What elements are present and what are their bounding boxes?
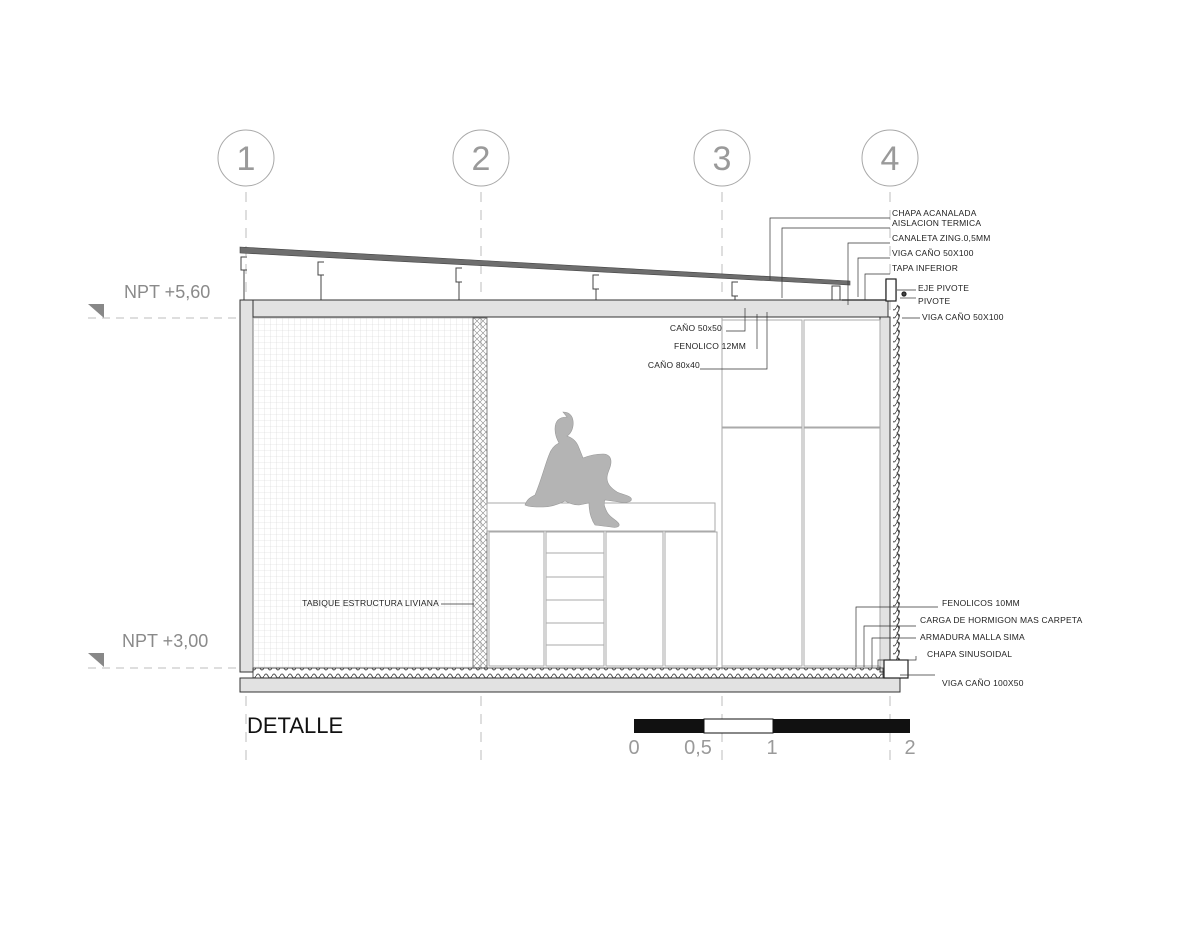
level-marker-upper [88,282,238,318]
right-wall [880,317,890,672]
drawing-title: DETALLE [247,713,344,738]
label-tabique: TABIQUE ESTRUCTURA LIVIANA [302,598,439,608]
scale-label-0: 0 [628,737,640,759]
label-canaleta: CANALETA ZING.0,5MM [892,233,991,243]
axis-label-2: 2 [471,140,491,178]
scale-bar [628,719,915,759]
label-fenolicos-10: FENOLICOS 10MM [942,598,1020,608]
roof-sheet [240,247,850,285]
label-cano-80: CAÑO 80x40 [647,360,700,370]
roof-slab [253,300,888,317]
label-tapa-inferior: TAPA INFERIOR [892,263,959,273]
label-aislacion-termica: AISLACION TERMICA [892,218,982,228]
corrugated-floor-sheet [253,668,883,678]
grid-panel [253,318,473,668]
label-cano-50: CAÑO 50x50 [669,323,722,333]
label-eje-pivote: EJE PIVOTE [918,283,970,293]
gutter-detail [842,279,906,301]
light-partition [473,318,487,668]
label-carga: CARGA DE HORMIGON MAS CARPETA [920,615,1083,625]
label-viga-bottom: VIGA CAÑO 100X50 [942,678,1024,688]
level-lower-label: NPT +3,00 [122,631,209,651]
scale-label-1: 1 [766,737,778,759]
left-wall [240,300,253,672]
axis-label-4: 4 [880,140,900,178]
level-marker-lower [88,631,238,668]
floor-slab [240,678,900,692]
label-chapa-sinusoidal: CHAPA SINUSOIDAL [927,649,1013,659]
level-upper-label: NPT +5,60 [124,282,211,302]
axis-markers [218,130,918,186]
scale-label-05: 0,5 [684,737,712,759]
axis-label-1: 1 [236,140,256,178]
label-viga-top: VIGA CAÑO 50X100 [892,248,974,258]
label-chapa-acanalada: CHAPA ACANALADA [892,208,977,218]
seated-person-figure [525,412,631,527]
label-pivote: PIVOTE [918,296,951,306]
label-fenolico-12: FENOLICO 12MM [673,341,746,351]
scale-label-2: 2 [904,737,916,759]
leader-lines [441,218,938,675]
axis-label-3: 3 [712,140,732,178]
label-armadura: ARMADURA MALLA SIMA [920,632,1025,642]
label-viga-right: VIGA CAÑO 50X100 [922,312,1004,322]
